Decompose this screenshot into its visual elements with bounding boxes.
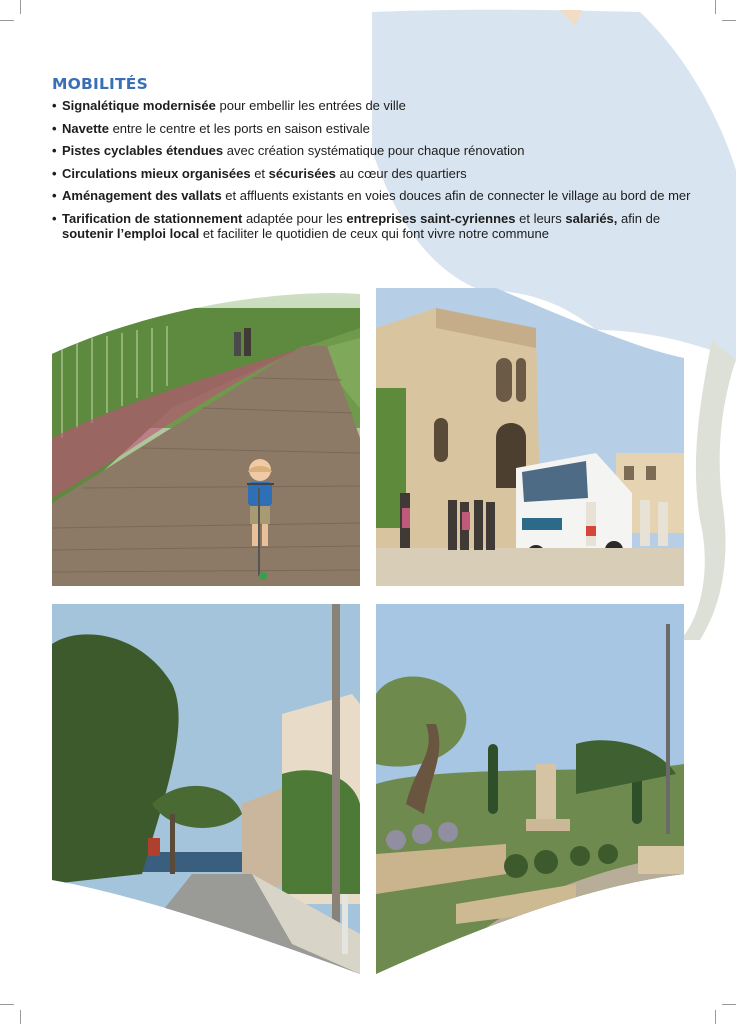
bullet-text-bold: soutenir l’emploi local	[62, 226, 200, 241]
bullet-text: entre le centre et les ports en saison estivale	[108, 120, 370, 136]
bullet-text: avec création systématique pour chaque rénovation	[223, 143, 525, 158]
bullet-text: et faciliter le quotidien de ceux qui font vivre notre commune	[199, 226, 549, 241]
bullet-text: afin de	[617, 210, 661, 226]
bullet-item	[52, 143, 692, 159]
bullet-item	[52, 188, 692, 204]
bullet-text-bold: Signalétique modernisée	[62, 98, 216, 113]
bullet-text-bold: Aménagement des vallats	[62, 188, 222, 203]
photo-shuttle	[376, 288, 684, 586]
bullet-item	[52, 166, 692, 182]
bullet-item	[52, 211, 692, 242]
bullet-text-bold: Tarification de stationnement	[62, 210, 243, 226]
bullet-item	[52, 98, 692, 114]
bullet-text-bold: Circulations mieux organisées	[62, 165, 251, 181]
bullet-text-bold: salariés,	[565, 210, 618, 226]
bullet-list	[52, 98, 692, 249]
photo-street	[52, 604, 360, 974]
bullet-text: et leurs	[515, 210, 566, 226]
photo-boardwalk	[52, 288, 360, 586]
bullet-item	[52, 121, 692, 137]
bullet-text-bold: Pistes cyclables étendues	[62, 143, 224, 158]
page-title: MOBILITÉS	[52, 75, 148, 93]
bullet-text: et affluents existants en voies douces afin de connecter le village au bord de mer	[221, 188, 691, 203]
bullet-text-bold: sécurisées	[268, 165, 336, 181]
bullet-text: adaptée pour les	[242, 210, 347, 226]
bullet-text: pour embellir les entrées de ville	[215, 98, 406, 113]
bullet-text: et	[250, 165, 269, 181]
bullet-text: au cœur des quartiers	[335, 165, 467, 181]
photo-roundabout	[376, 604, 684, 974]
bullet-text-bold: Navette	[62, 120, 109, 136]
bullet-text-bold: entreprises saint-cyriennes	[346, 210, 516, 226]
